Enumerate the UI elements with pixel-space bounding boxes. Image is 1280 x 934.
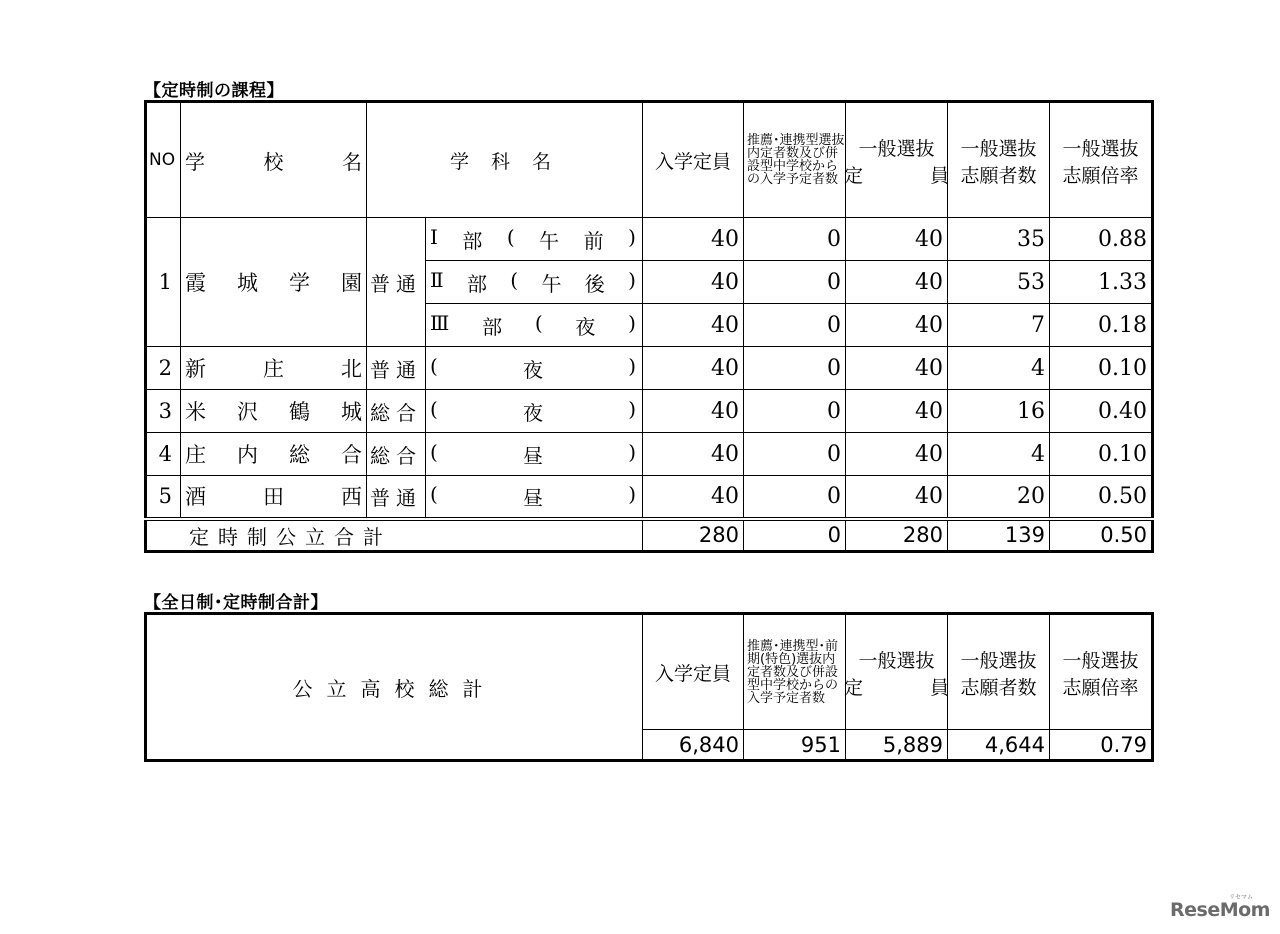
dept-char: 夜 xyxy=(523,400,543,425)
dept-char: ( xyxy=(506,224,515,249)
cell-ratio: 1.33 xyxy=(1050,261,1153,304)
dept-char: ( xyxy=(430,396,438,421)
cell-quota: 40 xyxy=(846,304,948,347)
course-type: 普通 xyxy=(367,476,426,519)
dept-char: 後 xyxy=(584,271,605,296)
parttime-table xyxy=(144,100,1154,553)
course-type: 普通 xyxy=(367,347,426,390)
cell-capacity: 40 xyxy=(643,476,744,519)
cell-capacity: 40 xyxy=(643,304,744,347)
total-recommend: 0 xyxy=(744,519,846,552)
cell-quota: 40 xyxy=(846,261,948,304)
header2-applicants: 一般選抜 志願者数 xyxy=(948,614,1050,730)
department xyxy=(426,433,643,476)
school-name: 庄内総合 xyxy=(181,433,367,476)
dept-char: 昼 xyxy=(523,485,543,510)
dept-char: ( xyxy=(510,267,519,292)
dept-char: ( xyxy=(430,481,438,506)
dept-char: 午 xyxy=(539,228,560,253)
cell-applicants: 16 xyxy=(948,390,1050,433)
header-recommend: 推薦･連携型選抜内定者数及び併設型中学校からの入学予定者数 xyxy=(744,102,846,218)
table-row xyxy=(146,433,1153,476)
total-ratio: 0.50 xyxy=(1050,519,1153,552)
dept-char: 夜 xyxy=(523,357,543,382)
grand-applicants: 4,644 xyxy=(948,730,1050,761)
grand-ratio: 0.79 xyxy=(1050,730,1153,761)
grand-total-label: 公立高校総計 xyxy=(146,614,643,761)
cell-ratio: 0.10 xyxy=(1050,433,1153,476)
cell-applicants: 53 xyxy=(948,261,1050,304)
dept-char: ) xyxy=(628,439,636,464)
cell-recommend: 0 xyxy=(744,347,846,390)
cell-quota: 40 xyxy=(846,433,948,476)
cell-recommend: 0 xyxy=(744,433,846,476)
total-applicants: 139 xyxy=(948,519,1050,552)
cell-applicants: 35 xyxy=(948,218,1050,261)
dept-char: ) xyxy=(628,310,636,335)
row-number: 4 xyxy=(146,433,181,476)
cell-capacity: 40 xyxy=(643,390,744,433)
cell-recommend: 0 xyxy=(744,261,846,304)
school-name: 新庄北 xyxy=(181,347,367,390)
cell-capacity: 40 xyxy=(643,261,744,304)
department xyxy=(426,476,643,519)
department xyxy=(426,347,643,390)
dept-char: 午 xyxy=(541,271,562,296)
school-name: 米沢鶴城 xyxy=(181,390,367,433)
course-type: 総合 xyxy=(367,433,426,476)
section-title-parttime: 【定時制の課程】 xyxy=(144,81,284,101)
header-capacity: 入学定員 xyxy=(643,102,744,218)
cell-applicants: 4 xyxy=(948,347,1050,390)
grand-recommend: 951 xyxy=(744,730,846,761)
cell-ratio: 0.18 xyxy=(1050,304,1153,347)
dept-char: ) xyxy=(628,396,636,421)
dept-char: 部 xyxy=(482,314,503,339)
cell-applicants: 20 xyxy=(948,476,1050,519)
dept-char: 部 xyxy=(462,228,483,253)
department xyxy=(426,218,643,261)
cell-ratio: 0.40 xyxy=(1050,390,1153,433)
cell-applicants: 7 xyxy=(948,304,1050,347)
cell-capacity: 40 xyxy=(643,433,744,476)
course-type: 総合 xyxy=(367,390,426,433)
header-school: 学校名 xyxy=(181,102,367,218)
header2-capacity: 入学定員 xyxy=(643,614,744,730)
total-capacity: 280 xyxy=(643,519,744,552)
total-row-parttime xyxy=(146,519,1153,552)
row-number: 3 xyxy=(146,390,181,433)
total-label: 定時制公立合計 xyxy=(146,519,643,552)
dept-char: Ⅱ xyxy=(430,267,444,292)
dept-char: ( xyxy=(534,310,543,335)
cell-quota: 40 xyxy=(846,390,948,433)
course-type: 普通 xyxy=(367,218,426,347)
row-number: 5 xyxy=(146,476,181,519)
dept-char: ) xyxy=(628,481,636,506)
dept-char: ( xyxy=(430,439,438,464)
cell-applicants: 4 xyxy=(948,433,1050,476)
cell-quota: 40 xyxy=(846,476,948,519)
table-row xyxy=(146,347,1153,390)
header2-recommend: 推薦･連携型･前期(特色)選抜内定者数及び併設型中学校からの入学予定者数 xyxy=(744,614,846,730)
dept-char: 前 xyxy=(583,228,604,253)
cell-capacity: 40 xyxy=(643,218,744,261)
cell-recommend: 0 xyxy=(744,476,846,519)
row-number: 1 xyxy=(146,218,181,347)
cell-quota: 40 xyxy=(846,218,948,261)
header-applicants: 一般選抜 志願者数 xyxy=(948,102,1050,218)
cell-quota: 40 xyxy=(846,347,948,390)
header2-ratio: 一般選抜 志願倍率 xyxy=(1050,614,1153,730)
dept-char: Ⅰ xyxy=(430,224,438,249)
header-general-quota: 一般選抜 定 員 xyxy=(846,102,948,218)
cell-ratio: 0.50 xyxy=(1050,476,1153,519)
logo-ruby: リセマム xyxy=(1229,894,1253,901)
table-row xyxy=(146,390,1153,433)
grand-quota: 5,889 xyxy=(846,730,948,761)
school-name: 霞城学園 xyxy=(181,218,367,347)
dept-char: Ⅲ xyxy=(430,310,450,335)
school-name: 酒田西 xyxy=(181,476,367,519)
cell-ratio: 0.88 xyxy=(1050,218,1153,261)
dept-char: 昼 xyxy=(523,443,543,468)
row-number: 2 xyxy=(146,347,181,390)
table-row xyxy=(146,218,1153,261)
cell-recommend: 0 xyxy=(744,304,846,347)
combined-table xyxy=(144,612,1154,762)
section-title-combined: 【全日制･定時制合計】 xyxy=(144,593,328,613)
department xyxy=(426,304,643,347)
cell-recommend: 0 xyxy=(744,390,846,433)
cell-ratio: 0.10 xyxy=(1050,347,1153,390)
dept-char: ) xyxy=(628,224,636,249)
cell-capacity: 40 xyxy=(643,347,744,390)
dept-char: 部 xyxy=(466,271,487,296)
total-quota: 280 xyxy=(846,519,948,552)
dept-char: ( xyxy=(430,353,438,378)
header2-general-quota: 一般選抜 定 員 xyxy=(846,614,948,730)
department xyxy=(426,390,643,433)
cell-recommend: 0 xyxy=(744,218,846,261)
resemom-logo: ReseMom xyxy=(1170,899,1270,921)
dept-char: ) xyxy=(628,353,636,378)
header-dept: 学 科 名 xyxy=(367,102,643,218)
grand-capacity: 6,840 xyxy=(643,730,744,761)
header-no: NO xyxy=(146,102,181,218)
dept-char: 夜 xyxy=(575,314,596,339)
department xyxy=(426,261,643,304)
table-row xyxy=(146,476,1153,519)
dept-char: ) xyxy=(628,267,636,292)
header-ratio: 一般選抜 志願倍率 xyxy=(1050,102,1153,218)
